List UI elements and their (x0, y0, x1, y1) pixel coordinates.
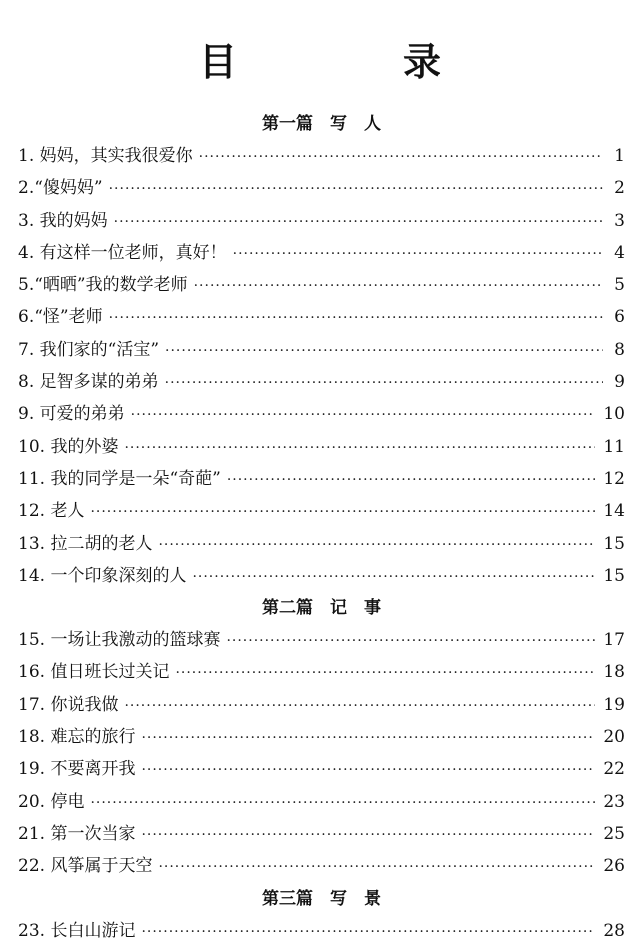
toc-entry[interactable] (18, 237, 625, 269)
toc-entry-title: 16. 值日班长过关记 (18, 662, 170, 683)
toc-entry[interactable] (18, 624, 625, 656)
toc-entry-title: 22. 风筝属于天空 (18, 856, 153, 877)
table-of-contents (18, 108, 625, 947)
dot-leader (199, 141, 603, 173)
dot-leader (226, 625, 595, 657)
toc-entry-page-number: 20 (603, 727, 625, 748)
toc-entry-page-number: 9 (614, 372, 625, 393)
toc-entry-title: 3. 我的妈妈 (18, 210, 108, 231)
dot-leader (109, 302, 603, 334)
dot-leader (131, 399, 596, 431)
toc-entry-title: 20. 停电 (18, 791, 85, 812)
toc-entry[interactable] (18, 301, 625, 333)
page-title: 目 录 (198, 40, 505, 84)
dot-leader (165, 367, 603, 399)
toc-entry-title: 6.“怪”老师 (18, 307, 103, 328)
dot-leader (141, 916, 595, 948)
toc-entry-page-number: 14 (603, 501, 625, 522)
toc-entry-page-number: 26 (603, 856, 625, 877)
toc-entry-title: 12. 老人 (18, 501, 85, 522)
toc-entry-title: 7. 我们家的“活宝” (18, 339, 160, 360)
toc-entry[interactable] (18, 528, 625, 560)
toc-entry-page-number: 23 (603, 791, 625, 812)
dot-leader (141, 819, 595, 851)
dot-leader (109, 173, 603, 205)
toc-entry-page-number: 10 (603, 404, 625, 425)
toc-entry-title: 4. 有这样一位老师，真好！ (18, 242, 227, 263)
dot-leader (233, 238, 603, 270)
toc-entry[interactable] (18, 721, 625, 753)
toc-entry[interactable] (18, 818, 625, 850)
dot-leader (114, 206, 603, 238)
toc-entry[interactable] (18, 334, 625, 366)
dot-leader (158, 851, 595, 883)
dot-leader (90, 787, 595, 819)
dot-leader (90, 496, 595, 528)
toc-entry-title: 8. 足智多谋的弟弟 (18, 372, 159, 393)
toc-entry[interactable] (18, 140, 625, 172)
toc-entry-page-number: 4 (614, 242, 625, 263)
dot-leader (194, 270, 603, 302)
toc-entry-page-number: 11 (603, 436, 625, 457)
toc-entry-title: 5.“晒晒”我的数学老师 (18, 275, 188, 296)
toc-entry[interactable] (18, 172, 625, 204)
toc-entry[interactable] (18, 850, 625, 882)
toc-entry-page-number: 1 (614, 146, 625, 166)
section-heading: 第二篇 记 事 (262, 598, 381, 619)
toc-entry-page-number: 12 (603, 468, 625, 489)
toc-entry-title: 19. 不要离开我 (18, 759, 136, 780)
toc-entry-title: 21. 第一次当家 (18, 823, 136, 844)
toc-entry[interactable] (18, 431, 625, 463)
section-heading: 第三篇 写 景 (262, 888, 381, 909)
toc-entry-title: 17. 你说我做 (18, 694, 119, 715)
toc-entry-page-number: 3 (614, 210, 625, 231)
toc-entry-title: 23. 长白山游记 (18, 920, 136, 941)
toc-entry-title: 1. 妈妈，其实我很爱你 (18, 146, 193, 166)
dot-leader (158, 529, 595, 561)
toc-entry-title: 2.“傻妈妈” (18, 178, 103, 199)
toc-entry-page-number: 8 (614, 339, 625, 360)
toc-entry[interactable] (18, 786, 625, 818)
toc-entry-page-number: 5 (614, 275, 625, 296)
toc-entry-title: 10. 我的外婆 (18, 436, 119, 457)
toc-entry-title: 15. 一场让我激动的篮球赛 (18, 630, 221, 651)
toc-entry-title: 18. 难忘的旅行 (18, 727, 136, 748)
toc-entry[interactable] (18, 398, 625, 430)
toc-entry-title: 9. 可爱的弟弟 (18, 404, 125, 425)
toc-entry[interactable] (18, 205, 625, 237)
toc-entry[interactable] (18, 495, 625, 527)
toc-entry-page-number: 2 (614, 178, 625, 199)
dot-leader (124, 432, 595, 464)
dot-leader (227, 464, 596, 496)
toc-entry-title: 11. 我的同学是一朵“奇葩” (18, 468, 221, 489)
toc-entry[interactable] (18, 463, 625, 495)
toc-entry-title: 14. 一个印象深刻的人 (18, 565, 187, 586)
toc-entry-page-number: 15 (603, 565, 625, 586)
toc-entry-page-number: 19 (603, 694, 625, 715)
toc-entry[interactable] (18, 656, 625, 688)
toc-entry[interactable] (18, 689, 625, 721)
section-heading: 第一篇 写 人 (262, 114, 381, 134)
toc-entry-page-number: 18 (603, 662, 625, 683)
toc-entry[interactable] (18, 269, 625, 301)
dot-leader (124, 690, 595, 722)
toc-entry[interactable] (18, 915, 625, 947)
toc-entry[interactable] (18, 560, 625, 592)
dot-leader (165, 335, 603, 367)
toc-entry[interactable] (18, 753, 625, 785)
toc-entry-title: 13. 拉二胡的老人 (18, 533, 153, 554)
dot-leader (175, 657, 595, 689)
toc-entry-page-number: 25 (603, 823, 625, 844)
toc-entry-page-number: 17 (603, 630, 625, 651)
toc-entry-page-number: 28 (603, 920, 625, 941)
dot-leader (141, 754, 595, 786)
toc-entry-page-number: 22 (603, 759, 625, 780)
toc-entry-page-number: 15 (603, 533, 625, 554)
dot-leader (192, 561, 595, 593)
toc-entry[interactable] (18, 366, 625, 398)
toc-entry-page-number: 6 (614, 307, 625, 328)
dot-leader (141, 722, 595, 754)
